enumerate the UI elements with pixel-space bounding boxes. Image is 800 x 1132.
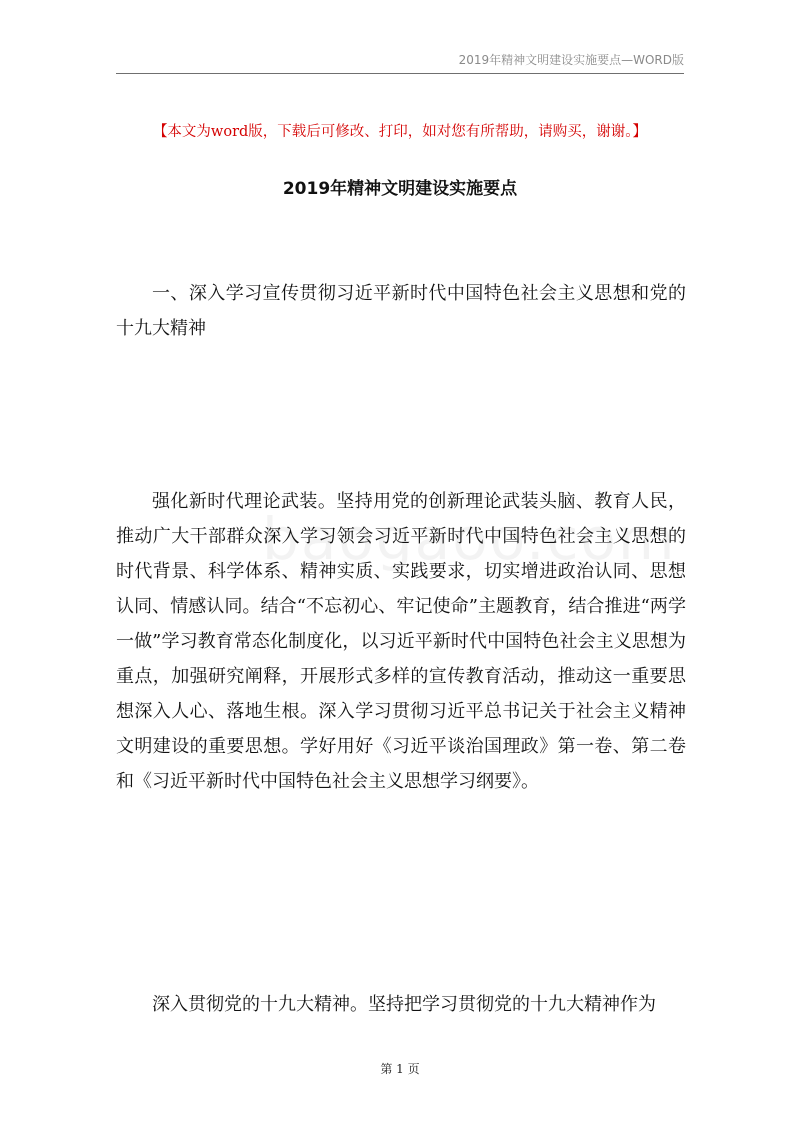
purchase-notice: 【本文为word版，下载后可修改、打印，如对您有所帮助，请购买，谢谢。】 (152, 124, 648, 140)
section-heading: 一、深入学习宣传贯彻习近平新时代中国特色社会主义思想和党的十九大精神 (116, 283, 686, 339)
header-divider (116, 73, 684, 74)
running-header: 2019年精神文明建设实施要点—WORD版 (458, 53, 684, 67)
document-title: 2019年精神文明建设实施要点 (282, 179, 518, 199)
page-number: 第 1 页 (380, 1062, 420, 1076)
body-paragraph: 强化新时代理论武装。坚持用党的创新理论武装头脑、教育人民，推动广大干部群众深入学习领会习近平新时代中国特色社会主义思想的时代背景、科学体系、精神实质、实践要求，切实增进政治认同、思想认同、情感认同。结合“不忘初心、牢记使命”主题教育，结合推进“两学一做”学习教育常态化制度化，以习近平新时代中国特色社会主义思想为重点，加强研究阐释，开展形式多样的宣传教育活动，推动这一重要思想深入人心、落地生根。深入学习贯彻习近平总书记关于社会主义精神文明建设的重要思想。学好用好《习近平谈治国理政》第一卷、第二卷和《习近平新时代中国特色社会主义思想学习纲要》。 (116, 491, 686, 792)
body-paragraph: 深入贯彻党的十九大精神。坚持把学习贯彻党的十九大精神作为 (152, 994, 656, 1015)
